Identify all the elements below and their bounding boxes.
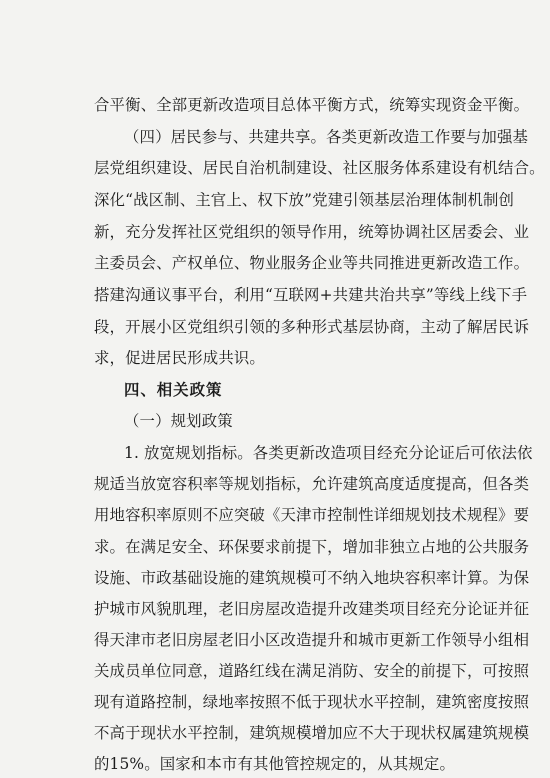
text-line: 新，充分发挥社区党组织的领导作用，统筹协调社区居委会、业 bbox=[94, 223, 530, 241]
text-line: （四）居民参与、共建共享。各类更新改造工作要与加强基 bbox=[124, 128, 529, 146]
text-line: 设施、市政基础设施的建筑规模可不纳入地块容积率计算。为保 bbox=[94, 569, 530, 587]
text-line: 的15%。国家和本市有其他管控规定的，从其规定。 bbox=[94, 755, 456, 773]
text-line: 规适当放宽容积率等规划指标，允许建筑高度适度提高，但各类 bbox=[94, 475, 530, 493]
text-line: 主委员会、产权单位、物业服务企业等共同推进更新改造工作。 bbox=[94, 254, 530, 272]
text-line: 求。在满足安全、环保要求前提下，增加非独立占地的公共服务 bbox=[94, 538, 530, 556]
text-line: 层党组织建设、居民自治机制建设、社区服务体系建设有机结合。 bbox=[94, 159, 545, 177]
text-line: 得天津市老旧房屋老旧小区改造提升和城市更新工作领导小组相 bbox=[94, 631, 530, 649]
text-line: 关成员单位同意，道路红线在满足消防、安全的前提下，可按照 bbox=[94, 662, 530, 680]
text-line: 1. 放宽规划指标。各类更新改造项目经充分论证后可依法依 bbox=[124, 444, 533, 462]
text-line: 护城市风貌肌理，老旧房屋改造提升改建类项目经充分论证并征 bbox=[94, 600, 530, 618]
text-line: 段，开展小区党组织引领的多种形式基层协商，主动了解居民诉 bbox=[94, 318, 530, 336]
text-line: 不高于现状水平控制，建筑规模增加应不大于现状权属建筑规模 bbox=[94, 724, 530, 742]
text-line: 合平衡、全部更新改造项目总体平衡方式，统筹实现资金平衡。 bbox=[94, 96, 530, 114]
text-line: 搭建沟通议事平台，利用“互联网+共建共治共享”等线上线下手 bbox=[94, 286, 528, 304]
subsection-heading: （一）规划政策 bbox=[124, 412, 233, 430]
text-line: 求，促进居民形成共识。 bbox=[94, 349, 265, 367]
text-line: 深化“战区制、主官上、权下放”党建引领基层治理体制机制创 bbox=[94, 191, 515, 209]
text-line: 用地容积率原则不应突破《天津市控制性详细规划技术规程》要 bbox=[94, 506, 530, 524]
section-heading: 四、相关政策 bbox=[124, 381, 223, 399]
text-line: 现有道路控制，绿地率按照不低于现状水平控制，建筑密度按照 bbox=[94, 693, 530, 711]
